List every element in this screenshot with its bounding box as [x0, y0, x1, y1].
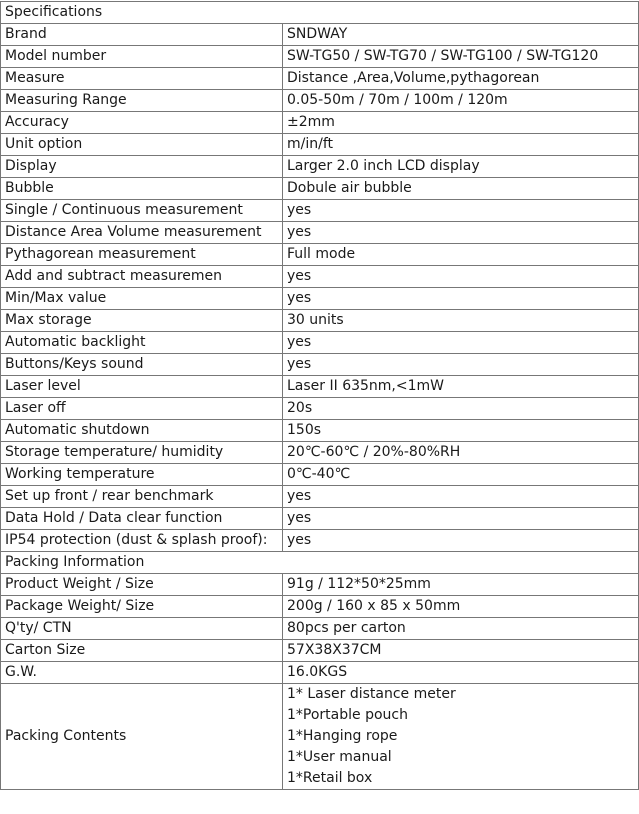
spec-row: [1, 266, 639, 288]
spec-value: yes: [283, 508, 639, 530]
spec-row: [1, 200, 639, 222]
spec-label: Max storage: [1, 310, 283, 332]
spec-value: m/in/ft: [283, 134, 639, 156]
spec-value: yes: [283, 288, 639, 310]
spec-row: [1, 420, 639, 442]
spec-label: Measuring Range: [1, 90, 283, 112]
packing-label: G.W.: [1, 662, 283, 684]
packing-row: [1, 618, 639, 640]
packing-row: [1, 574, 639, 596]
spec-row: [1, 288, 639, 310]
packing-value: 200g / 160 x 85 x 50mm: [283, 596, 639, 618]
spec-label: Pythagorean measurement: [1, 244, 283, 266]
spec-label: Accuracy: [1, 112, 283, 134]
spec-value: Dobule air bubble: [283, 178, 639, 200]
packing-contents-item: 1* Laser distance meter: [287, 686, 456, 702]
spec-label: Single / Continuous measurement: [1, 200, 283, 222]
packing-contents-item: 1*Portable pouch: [287, 707, 408, 723]
spec-label: Unit option: [1, 134, 283, 156]
spec-label: Set up front / rear benchmark: [1, 486, 283, 508]
packing-contents-list: [283, 684, 639, 790]
spec-label: Bubble: [1, 178, 283, 200]
spec-label: IP54 protection (dust & splash proof):: [1, 530, 283, 552]
spec-row: [1, 244, 639, 266]
spec-value: ±2mm: [283, 112, 639, 134]
spec-label: Model number: [1, 46, 283, 68]
spec-row: [1, 354, 639, 376]
packing-contents-item: 1*Hanging rope: [287, 728, 398, 744]
specifications-table: [0, 1, 639, 790]
spec-row: [1, 112, 639, 134]
spec-row: [1, 398, 639, 420]
spec-row: [1, 486, 639, 508]
specifications-header: Specifications: [1, 2, 639, 24]
packing-value: 91g / 112*50*25mm: [283, 574, 639, 596]
spec-value: SW-TG50 / SW-TG70 / SW-TG100 / SW-TG120: [283, 46, 639, 68]
spec-row: [1, 376, 639, 398]
spec-row: [1, 90, 639, 112]
packing-contents-label: Packing Contents: [1, 684, 283, 790]
spec-label: Automatic backlight: [1, 332, 283, 354]
spec-value: Laser II 635nm,<1mW: [283, 376, 639, 398]
packing-row: [1, 596, 639, 618]
spec-value: SNDWAY: [283, 24, 639, 46]
packing-header-row: [1, 552, 639, 574]
spec-label: Laser level: [1, 376, 283, 398]
spec-label: Add and subtract measuremen: [1, 266, 283, 288]
spec-label: Min/Max value: [1, 288, 283, 310]
spec-row: [1, 68, 639, 90]
packing-label: Q'ty/ CTN: [1, 618, 283, 640]
spec-value: Larger 2.0 inch LCD display: [283, 156, 639, 178]
spec-row: [1, 442, 639, 464]
spec-label: Automatic shutdown: [1, 420, 283, 442]
spec-value: 20s: [283, 398, 639, 420]
spec-row: [1, 530, 639, 552]
spec-row: [1, 134, 639, 156]
spec-label: Data Hold / Data clear function: [1, 508, 283, 530]
spec-label: Buttons/Keys sound: [1, 354, 283, 376]
spec-value: Full mode: [283, 244, 639, 266]
spec-value: yes: [283, 530, 639, 552]
spec-label: Distance Area Volume measurement: [1, 222, 283, 244]
spec-row: [1, 508, 639, 530]
spec-row: [1, 222, 639, 244]
spec-value: Distance ,Area,Volume,pythagorean: [283, 68, 639, 90]
spec-value: yes: [283, 354, 639, 376]
spec-row: [1, 464, 639, 486]
spec-value: 0℃-40℃: [283, 464, 639, 486]
packing-value: 80pcs per carton: [283, 618, 639, 640]
spec-row: [1, 46, 639, 68]
spec-row: [1, 178, 639, 200]
spec-value: 150s: [283, 420, 639, 442]
packing-label: Carton Size: [1, 640, 283, 662]
packing-contents-row: [1, 684, 639, 790]
specifications-header-row: [1, 2, 639, 24]
spec-row: [1, 332, 639, 354]
spec-label: Measure: [1, 68, 283, 90]
spec-label: Brand: [1, 24, 283, 46]
packing-label: Product Weight / Size: [1, 574, 283, 596]
spec-label: Display: [1, 156, 283, 178]
packing-row: [1, 640, 639, 662]
spec-value: yes: [283, 222, 639, 244]
spec-row: [1, 156, 639, 178]
spec-value: yes: [283, 332, 639, 354]
packing-contents-item: 1*Retail box: [287, 770, 373, 786]
packing-header: Packing Information: [1, 552, 639, 574]
spec-label: Working temperature: [1, 464, 283, 486]
packing-row: [1, 662, 639, 684]
spec-value: yes: [283, 486, 639, 508]
spec-value: yes: [283, 200, 639, 222]
spec-value: 0.05-50m / 70m / 100m / 120m: [283, 90, 639, 112]
spec-label: Laser off: [1, 398, 283, 420]
packing-label: Package Weight/ Size: [1, 596, 283, 618]
specifications-table-body: [1, 2, 639, 790]
spec-value: 30 units: [283, 310, 639, 332]
spec-label: Storage temperature/ humidity: [1, 442, 283, 464]
spec-row: [1, 310, 639, 332]
packing-value: 57X38X37CM: [283, 640, 639, 662]
spec-value: 20℃-60℃ / 20%-80%RH: [283, 442, 639, 464]
packing-value: 16.0KGS: [283, 662, 639, 684]
spec-value: yes: [283, 266, 639, 288]
packing-contents-item: 1*User manual: [287, 749, 392, 765]
spec-row: [1, 24, 639, 46]
